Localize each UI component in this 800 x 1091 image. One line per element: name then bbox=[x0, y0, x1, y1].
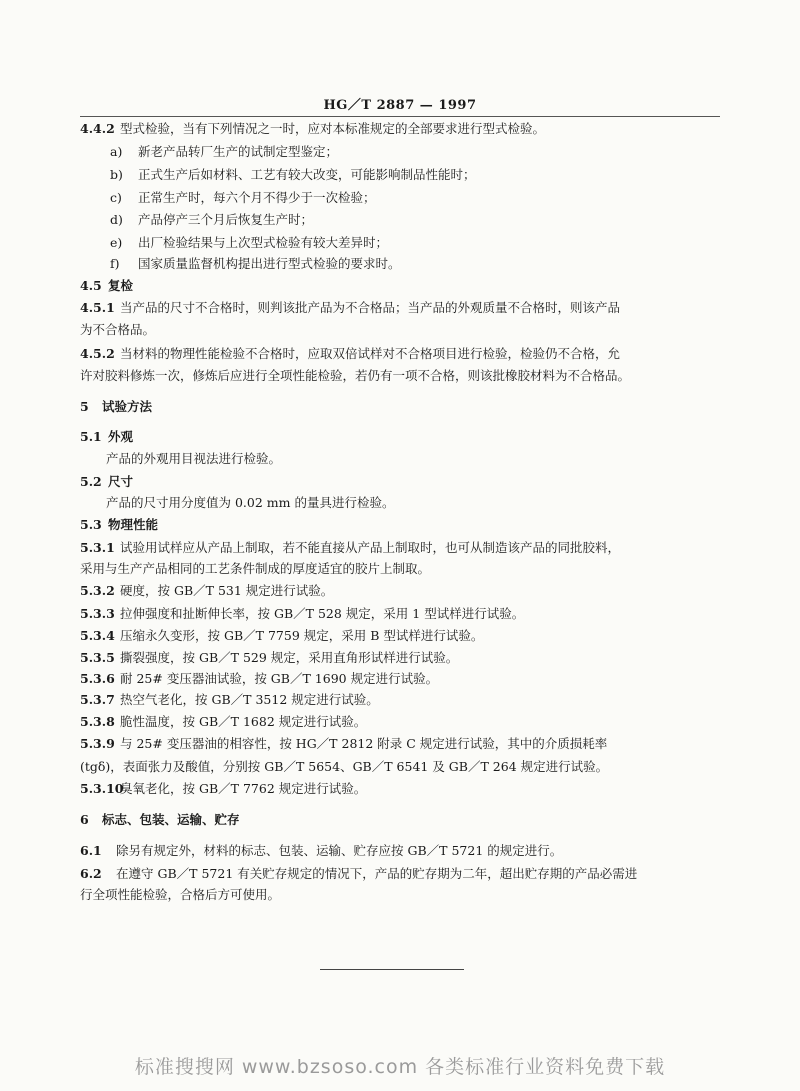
item-letter: f) bbox=[110, 256, 120, 271]
clause-number: 5.3.3 bbox=[80, 606, 115, 621]
clause-4-5-2 bbox=[80, 346, 620, 362]
footer-watermark: 标准搜搜网 www.bzsoso.com 各类标准行业资料免费下载 bbox=[134, 1056, 666, 1078]
end-of-document-rule bbox=[320, 969, 464, 970]
clause-5-3-3 bbox=[80, 606, 524, 622]
clause-number: 4.5.2 bbox=[80, 346, 115, 361]
clause-text: 拉伸强度和扯断伸长率，按 GB／T 528 规定，采用 1 型试样进行试验。 bbox=[120, 606, 525, 621]
list-item bbox=[110, 235, 388, 251]
item-text: 正常生产时，每六个月不得少于一次检验； bbox=[138, 190, 376, 205]
clause-number: 5.3.4 bbox=[80, 628, 115, 643]
clause-5-3-5 bbox=[80, 650, 458, 666]
section-number: 5.1 bbox=[80, 429, 102, 444]
clause-text: 试验用试样应从产品上制取，若不能直接从产品上制取时，也可从制造该产品的同批胶料， bbox=[120, 540, 621, 555]
clause-4-4-2 bbox=[80, 121, 545, 137]
section-number: 5 bbox=[80, 399, 89, 414]
clause-number: 5.3.10 bbox=[80, 781, 124, 796]
clause-text: 热空气老化，按 GB／T 3512 规定进行试验。 bbox=[120, 692, 379, 707]
item-text: 正式生产后如材料、工艺有较大改变，可能影响制品性能时； bbox=[138, 167, 476, 182]
clause-number: 5.3.9 bbox=[80, 736, 115, 751]
clause-5-3-10 bbox=[80, 781, 366, 797]
item-letter: a) bbox=[110, 144, 123, 159]
list-item bbox=[110, 167, 476, 183]
item-text: 产品停产三个月后恢复生产时； bbox=[138, 212, 314, 227]
section-5-3-heading bbox=[80, 517, 158, 533]
section-number: 6 bbox=[80, 812, 89, 827]
section-5-1-heading bbox=[80, 429, 133, 445]
clause-text: 产品的尺寸用分度值为 0.02 mm 的量具进行检验。 bbox=[106, 495, 395, 510]
clause-4-5-1 bbox=[80, 300, 620, 316]
item-letter: c) bbox=[110, 190, 122, 205]
clause-text: 耐 25# 变压器油试验，按 GB／T 1690 规定进行试验。 bbox=[120, 671, 439, 686]
section-number: 4.5 bbox=[80, 278, 102, 293]
section-4-5-heading bbox=[80, 278, 133, 294]
clause-number: 4.4.2 bbox=[80, 121, 115, 136]
clause-5-3-2 bbox=[80, 583, 333, 599]
section-title: 外观 bbox=[108, 429, 134, 444]
clause-continuation: 行全项性能检验，合格后方可使用。 bbox=[80, 887, 281, 902]
clause-number: 5.3.2 bbox=[80, 583, 115, 598]
clause-number: 6.1 bbox=[80, 843, 102, 858]
section-title: 标志、包装、运输、贮存 bbox=[102, 812, 240, 827]
clause-6-1 bbox=[80, 843, 562, 859]
item-text: 新老产品转厂生产的试制定型鉴定； bbox=[138, 144, 339, 159]
clause-text: 在遵守 GB／T 5721 有关贮存规定的情况下，产品的贮存期为二年，超出贮存期的产品必需进 bbox=[116, 866, 638, 881]
clause-text: 与 25# 变压器油的相容性，按 HG／T 2812 附录 C 规定进行试验，其中的介质损耗率 bbox=[120, 736, 608, 751]
clause-number: 6.2 bbox=[80, 866, 102, 881]
header-rule bbox=[80, 116, 720, 117]
clause-continuation: 采用与生产产品相同的工艺条件制成的厚度适宜的胶片上制取。 bbox=[80, 561, 431, 576]
section-number: 5.2 bbox=[80, 474, 102, 489]
section-title: 物理性能 bbox=[108, 517, 159, 532]
list-item bbox=[110, 144, 338, 160]
item-letter: d) bbox=[110, 212, 123, 227]
section-title: 尺寸 bbox=[108, 474, 134, 489]
clause-text: 当材料的物理性能检验不合格时，应取双倍试样对不合格项目进行检验，检验仍不合格，允 bbox=[120, 346, 621, 361]
section-number: 5.3 bbox=[80, 517, 102, 532]
list-item bbox=[110, 256, 401, 272]
item-text: 国家质量监督机构提出进行型式检验的要求时。 bbox=[138, 256, 401, 271]
clause-text: 硬度，按 GB／T 531 规定进行试验。 bbox=[120, 583, 334, 598]
clause-5-3-6 bbox=[80, 671, 438, 687]
clause-continuation: (tgδ)，表面张力及酸值，分别按 GB／T 5654、GB／T 6541 及 GB／T 264 规定进行试验。 bbox=[80, 759, 609, 774]
clause-continuation: 为不合格品。 bbox=[80, 322, 156, 337]
clause-number: 4.5.1 bbox=[80, 300, 115, 315]
section-title: 试验方法 bbox=[102, 399, 153, 414]
standard-code-header: HG／T 2887 — 1997 bbox=[323, 98, 477, 113]
clause-number: 5.3.6 bbox=[80, 671, 115, 686]
clause-number: 5.3.8 bbox=[80, 714, 115, 729]
clause-number: 5.3.1 bbox=[80, 540, 115, 555]
clause-5-3-8 bbox=[80, 714, 366, 730]
section-title: 复检 bbox=[108, 278, 134, 293]
section-5-2-heading bbox=[80, 474, 133, 490]
clause-text: 当产品的尺寸不合格时，则判该批产品为不合格品；当产品的外观质量不合格时，则该产品 bbox=[120, 300, 621, 315]
section-5-heading bbox=[80, 399, 152, 415]
clause-continuation: 许对胶料修炼一次，修炼后应进行全项性能检验，若仍有一项不合格，则该批橡胶材料为不合格品。 bbox=[80, 368, 631, 383]
clause-6-2 bbox=[80, 866, 637, 882]
clause-text: 型式检验，当有下列情况之一时，应对本标准规定的全部要求进行型式检验。 bbox=[120, 121, 546, 136]
clause-text: 产品的外观用目视法进行检验。 bbox=[106, 451, 282, 466]
section-6-heading bbox=[80, 812, 240, 828]
clause-text: 除另有规定外，材料的标志、包装、运输、贮存应按 GB／T 5721 的规定进行。 bbox=[116, 843, 563, 858]
clause-text: 撕裂强度，按 GB／T 529 规定，采用直角形试样进行试验。 bbox=[120, 650, 459, 665]
clause-text: 压缩永久变形，按 GB／T 7759 规定，采用 B 型试样进行试验。 bbox=[120, 628, 484, 643]
clause-5-3-9 bbox=[80, 736, 607, 752]
list-item bbox=[110, 190, 376, 206]
clause-5-3-1 bbox=[80, 540, 620, 556]
clause-text: 臭氧老化，按 GB／T 7762 规定进行试验。 bbox=[120, 781, 367, 796]
item-letter: e) bbox=[110, 235, 123, 250]
clause-5-3-4 bbox=[80, 628, 483, 644]
list-item bbox=[110, 212, 313, 228]
item-letter: b) bbox=[110, 167, 123, 182]
item-text: 出厂检验结果与上次型式检验有较大差异时； bbox=[138, 235, 389, 250]
clause-text: 脆性温度，按 GB／T 1682 规定进行试验。 bbox=[120, 714, 367, 729]
clause-5-3-7 bbox=[80, 692, 379, 708]
clause-number: 5.3.5 bbox=[80, 650, 115, 665]
clause-number: 5.3.7 bbox=[80, 692, 115, 707]
